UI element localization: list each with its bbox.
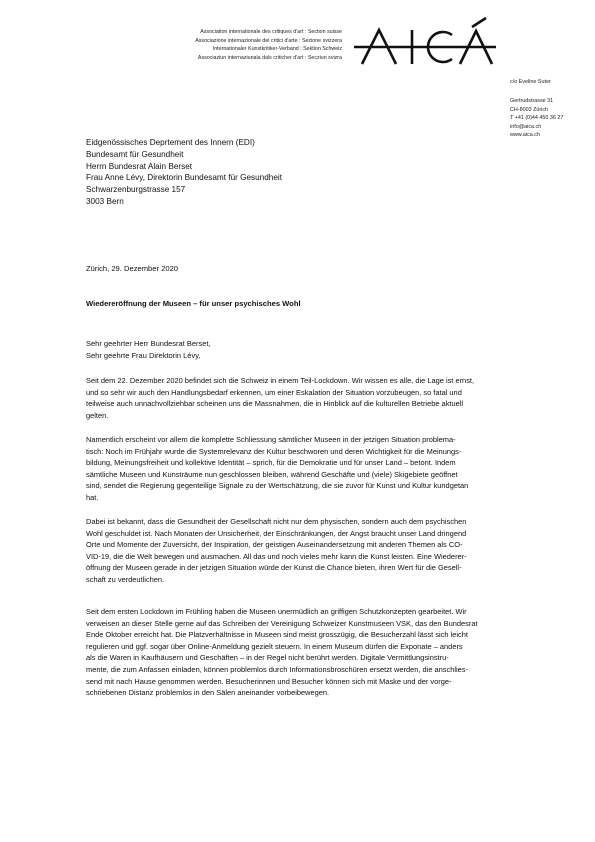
org-line-fr: Association internationale des critiques d'art : Section suisse <box>200 29 342 35</box>
paragraph-4 <box>86 606 568 699</box>
recipient-line: 3003 Bern <box>86 196 124 206</box>
paragraph-line: tisch: Noch im Frühjahr wurde die Systemrelevanz der Kultur beschworen und deren Wichtigkeit für die Meinungs- <box>86 446 462 456</box>
contact-block <box>510 78 592 139</box>
paragraph-line: gelten. <box>86 410 109 420</box>
paragraph-line: Dabei ist bekannt, dass die Gesundheit der Gesellschaft nicht nur dem physischen, sondern auch dem psychischen <box>86 517 467 526</box>
contact-phone: T +41 (0)44 450 36 27 <box>510 115 564 122</box>
paragraph-line: Seit dem 22. Dezember 2020 befindet sich die Schweiz in einem Teil-Lockdown. Wir wissen es alle, die Lage ist ernst, <box>86 376 475 385</box>
paragraph-line: Wohl geschuldet ist. Nach Monaten der Unsicherheit, der Einschränkungen, der Angst braucht unser Land dringend <box>86 528 467 538</box>
letter-date: Zürich, 29. Dezember 2020 <box>86 264 179 273</box>
paragraph-line: sämtliche Museen und Kunsträume nun geschlossen bleiben, während Geschäfte und (viele) Skigebiete geöffnet <box>86 469 458 479</box>
paragraph-line: schaft zu verdeutlichen. <box>86 574 165 584</box>
paragraph-line: send mit nach Hause genommen werden. Besucherinnen und Besucher können sich mit Maske und der vorge- <box>86 676 452 686</box>
paragraph-3 <box>86 516 568 586</box>
aica-logo-mark <box>352 16 498 76</box>
paragraph-line: verweisen an dieser Stelle gerne auf das Schreiben der Vereinigung Schweizer Kunstmuseen VSK, das den Bundesrat <box>86 618 478 628</box>
paragraph-line: Ende Oktober erreicht hat. Die Platzverhältnisse in Museen sind meist grosszügig, die Besucherzahl lässt sich leicht <box>86 630 468 640</box>
recipient-line: Frau Anne Lévy, Direktorin Bundesamt für Gesundheit <box>86 173 282 183</box>
org-line-de: Internationaler Kunstkritiker-Verband : Sektion Schweiz <box>212 46 342 53</box>
org-line-rm: Associaziun internaziunala dals criticher d'art : Secziun svizra <box>197 54 342 61</box>
paragraph-line: hat. <box>86 492 99 502</box>
recipient-line: Bundesamt für Gesundheit <box>86 149 184 159</box>
paragraph-1 <box>86 375 568 421</box>
recipient-line: Herrn Bundesrat Alain Berset <box>86 161 193 171</box>
paragraph-line: regulieren und ggf. sogar über Online-Anmeldung gezielt steuern. In einem Museum dürfen die Exponate – anders <box>86 641 463 651</box>
recipient-address <box>86 137 282 208</box>
recipient-line: Schwarzenburgstrasse 157 <box>86 185 186 195</box>
paragraph-line: bildung, Meinungsfreiheit und kollektive Identität – sprich, für die Demokratie und für unser Land – betont. Indem <box>86 458 456 468</box>
paragraph-line: öffnung der Museen gerade in der jetzigen Situation würde der Kunst die Chance bieten, ihren Wert für die Gesell- <box>86 563 462 573</box>
contact-street: Gertrudstrasse 31 <box>510 98 554 105</box>
paragraph-line: Orte und Momente der Zuversicht, der Inspiration, der geistigen Auseinandersetzung mit anderen Themen als CO- <box>86 540 463 550</box>
salutation-line: Sehr geehrte Frau Direktorin Lévy, <box>86 350 201 360</box>
letter-subject: Wiedereröffnung der Museen – für unser psychisches Wohl <box>86 299 301 308</box>
salutation-line: Sehr geehrter Herr Bundesrat Berset, <box>86 339 211 348</box>
contact-email[interactable]: info@aica.ch <box>510 123 542 130</box>
paragraph-line: VID-19, die die Welt bewegen und ausmachen. All das und noch vieles mehr kann die Kunst leisten. Eine Wiederer- <box>86 551 467 561</box>
paragraph-2 <box>86 434 568 504</box>
salutation <box>86 338 211 361</box>
contact-city: CH-8003 Zürich <box>510 106 549 113</box>
contact-co: c/o Eveline Suter <box>510 79 551 85</box>
paragraph-line: und so sehr wir auch den Handlungsbedarf erkennen, um einer Eskalation der Situation vorzubeugen, so fatal und <box>86 387 462 397</box>
aica-logo <box>352 16 498 76</box>
paragraph-line: Namentlich erscheint vor allem die komplette Schliessung sämtlicher Museen in der jetzigen Situation problema- <box>86 435 456 444</box>
contact-website[interactable]: www.aica.ch <box>510 132 540 139</box>
paragraph-line: sind, sendet die Regierung gegenteilige Signale zu der Wertschätzung, die sie zuvor für Kunst und Kultur kundgetan <box>86 481 469 491</box>
paragraph-line: Seit dem ersten Lockdown im Frühling haben die Museen unermüdlich an griffigen Schutzkonzepten gearbeitet. Wir <box>86 607 467 616</box>
paragraph-line: als die Waren in Kaufhäusern und Geschäften – in der Regel nicht berührt werden. Digitale Vermittlungsinstru- <box>86 653 449 663</box>
recipient-line: Eidgenössisches Deprtement des Innern (EDI) <box>86 138 255 147</box>
paragraph-line: teilweise auch unnachvollziehbar scheinen uns die Massnahmen, die in Hinblick auf die kulturellen Betriebe aktuell <box>86 399 464 409</box>
organization-names <box>120 28 342 62</box>
paragraph-line: schriebenen Distanz problemlos in den Sälen aneinander vorbeibewegen. <box>86 688 330 698</box>
paragraph-line: mente, die zum Anfassen einladen, können problemlos durch Informationsbroschüren ersetzt werden, die anschlies- <box>86 664 469 674</box>
org-line-it: Associazione internazionale dei critici d'arte : Sezione svizzera <box>195 37 342 44</box>
